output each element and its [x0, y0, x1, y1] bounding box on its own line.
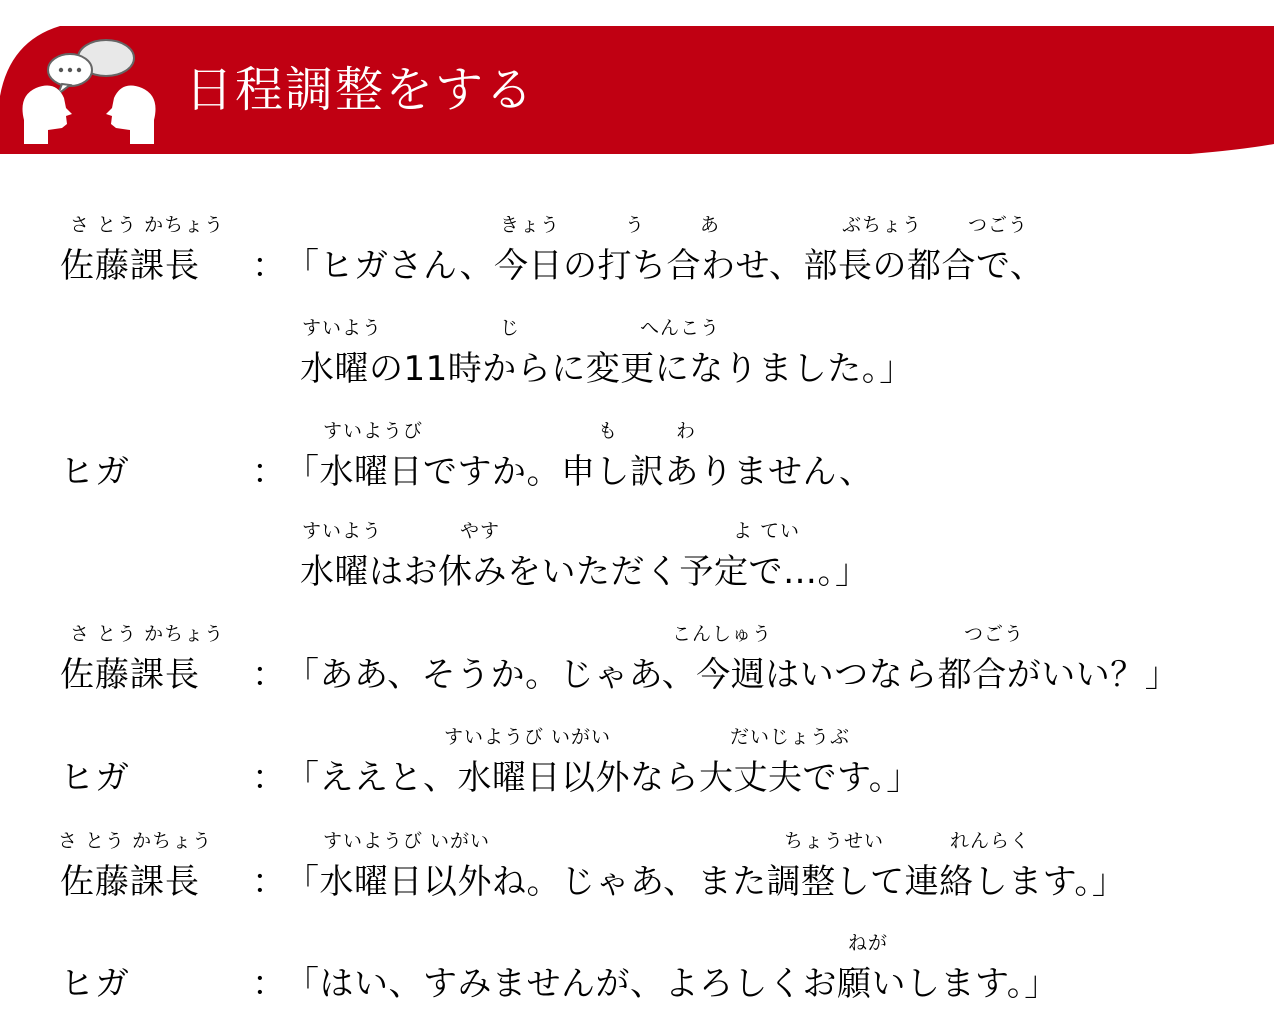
furigana: じ: [500, 317, 521, 339]
dialogue-line: 「水曜日以外ね。じゃあ、また調整して連絡します。」: [285, 862, 1127, 902]
dialogue-line: 「ヒガさん、今日の打ち合わせ、部長の都合で、: [285, 246, 1045, 286]
furigana: すいようび: [323, 420, 424, 442]
furigana: すいよう: [302, 317, 383, 339]
furigana: こんしゅう: [672, 623, 773, 645]
furigana: だいじょうぶ: [730, 726, 851, 748]
furigana: すいようび いがい: [444, 726, 612, 748]
dialogue-line: 「ああ、そうか。じゃあ、今週はいつなら都合がいい？」: [285, 655, 1180, 695]
furigana: ぶちょう: [842, 214, 923, 236]
speaker-name: ヒガ: [60, 758, 130, 798]
dialogue-line: 「ええと、水曜日以外なら大丈夫です。」: [285, 758, 921, 798]
dialogue-line: 「水曜日ですか。申し訳ありません、: [285, 452, 874, 492]
furigana: すいようび いがい: [323, 830, 491, 852]
furigana: も: [598, 420, 619, 442]
speaker-ruby: さ とう かちょう: [70, 214, 225, 236]
furigana: つごう: [968, 214, 1029, 236]
speaker-colon: ：: [252, 452, 286, 492]
page-title: 日程調整をする: [185, 62, 536, 118]
speaker-colon: ：: [252, 964, 286, 1004]
furigana: あ: [700, 214, 721, 236]
speaker-colon: ：: [252, 655, 286, 695]
dialogue-line: 水曜の11時からに変更になりました。」: [300, 349, 914, 389]
dialogue-line: 水曜はお休みをいただく予定で…。」: [300, 552, 870, 592]
furigana: ねが: [848, 932, 889, 954]
furigana: へんこう: [640, 317, 721, 339]
speaker-name: 佐藤課長: [60, 655, 200, 695]
speaker-ruby: さ とう かちょう: [70, 623, 225, 645]
furigana: よ てい: [733, 520, 801, 542]
furigana: すいよう: [302, 520, 383, 542]
speaker-colon: ：: [252, 246, 286, 286]
furigana: きょう: [500, 214, 561, 236]
speaker-name: 佐藤課長: [60, 862, 200, 902]
furigana: つごう: [964, 623, 1025, 645]
speaker-ruby: さ とう かちょう: [58, 830, 213, 852]
furigana: れんらく: [950, 830, 1031, 852]
speaker-colon: ：: [252, 862, 286, 902]
speaker-name: 佐藤課長: [60, 246, 200, 286]
furigana: わ: [676, 420, 697, 442]
speaker-name: ヒガ: [60, 964, 130, 1004]
furigana: やす: [460, 520, 501, 542]
speaker-name: ヒガ: [60, 452, 130, 492]
furigana: う: [625, 214, 646, 236]
furigana: ちょうせい: [784, 830, 885, 852]
conversation-icon: [18, 36, 158, 148]
speaker-colon: ：: [252, 758, 286, 798]
dialogue-line: 「はい、すみませんが、よろしくお願いします。」: [285, 964, 1059, 1004]
